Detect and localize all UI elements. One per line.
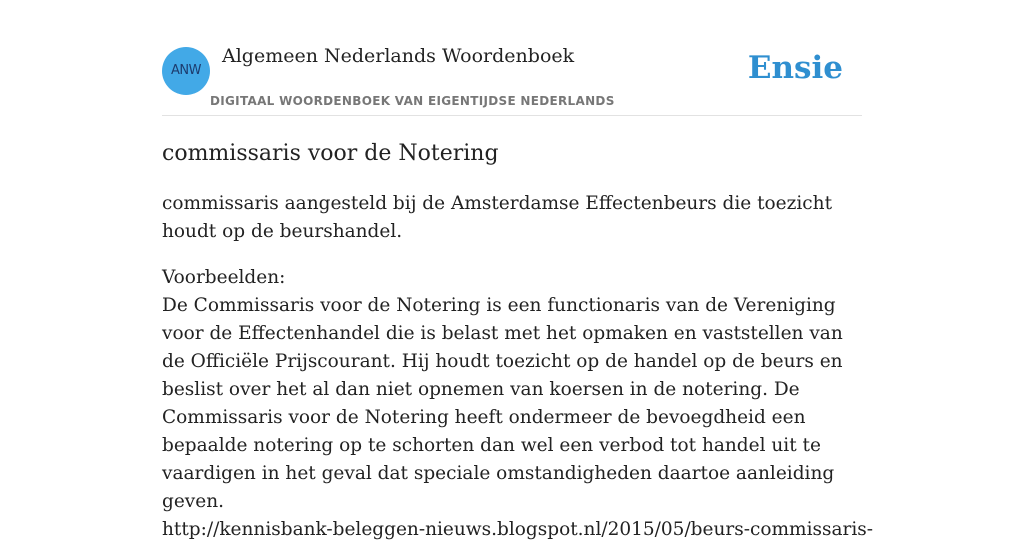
site-header (162, 0, 862, 116)
examples-label: Voorbeelden: (162, 267, 286, 288)
example-source-link[interactable]: http://kennisbank-beleggen-nieuws.blogspot.nl/2015/05/beurs-commissaris- (162, 519, 874, 540)
example-text: De Commissaris voor de Notering is een functionaris van de Vereniging voor de Effectenhandel die is belast met het opmaken en vaststellen van de Officiële Prijscourant. Hij houdt toezicht op de handel op de beurs en beslist over het al dan niet opnemen van koersen in de notering. De Commissaris voor de Notering heeft ondermeer de bevoegdheid een bepaalde notering op te schorten dan wel een verbod tot handel uit te vaardigen in het geval dat speciale omstandigheden daartoe aanleiding geven. (162, 295, 843, 512)
page (162, 0, 874, 540)
entry-content (162, 138, 874, 544)
entry-definition: commissaris aangesteld bij de Amsterdamse Effectenbeurs die toezicht houdt op de beurshandel. (162, 193, 833, 242)
anw-logo[interactable]: ANW (162, 47, 210, 95)
entry-examples (162, 264, 874, 544)
ensie-brand-link[interactable]: Ensie (747, 50, 843, 86)
site-title[interactable]: Algemeen Nederlands Woordenboek (222, 45, 575, 67)
entry-term: commissaris voor de Notering (162, 141, 499, 166)
site-subtitle: DIGITAAL WOORDENBOEK VAN EIGENTIJDSE NEDERLANDS (210, 94, 615, 108)
